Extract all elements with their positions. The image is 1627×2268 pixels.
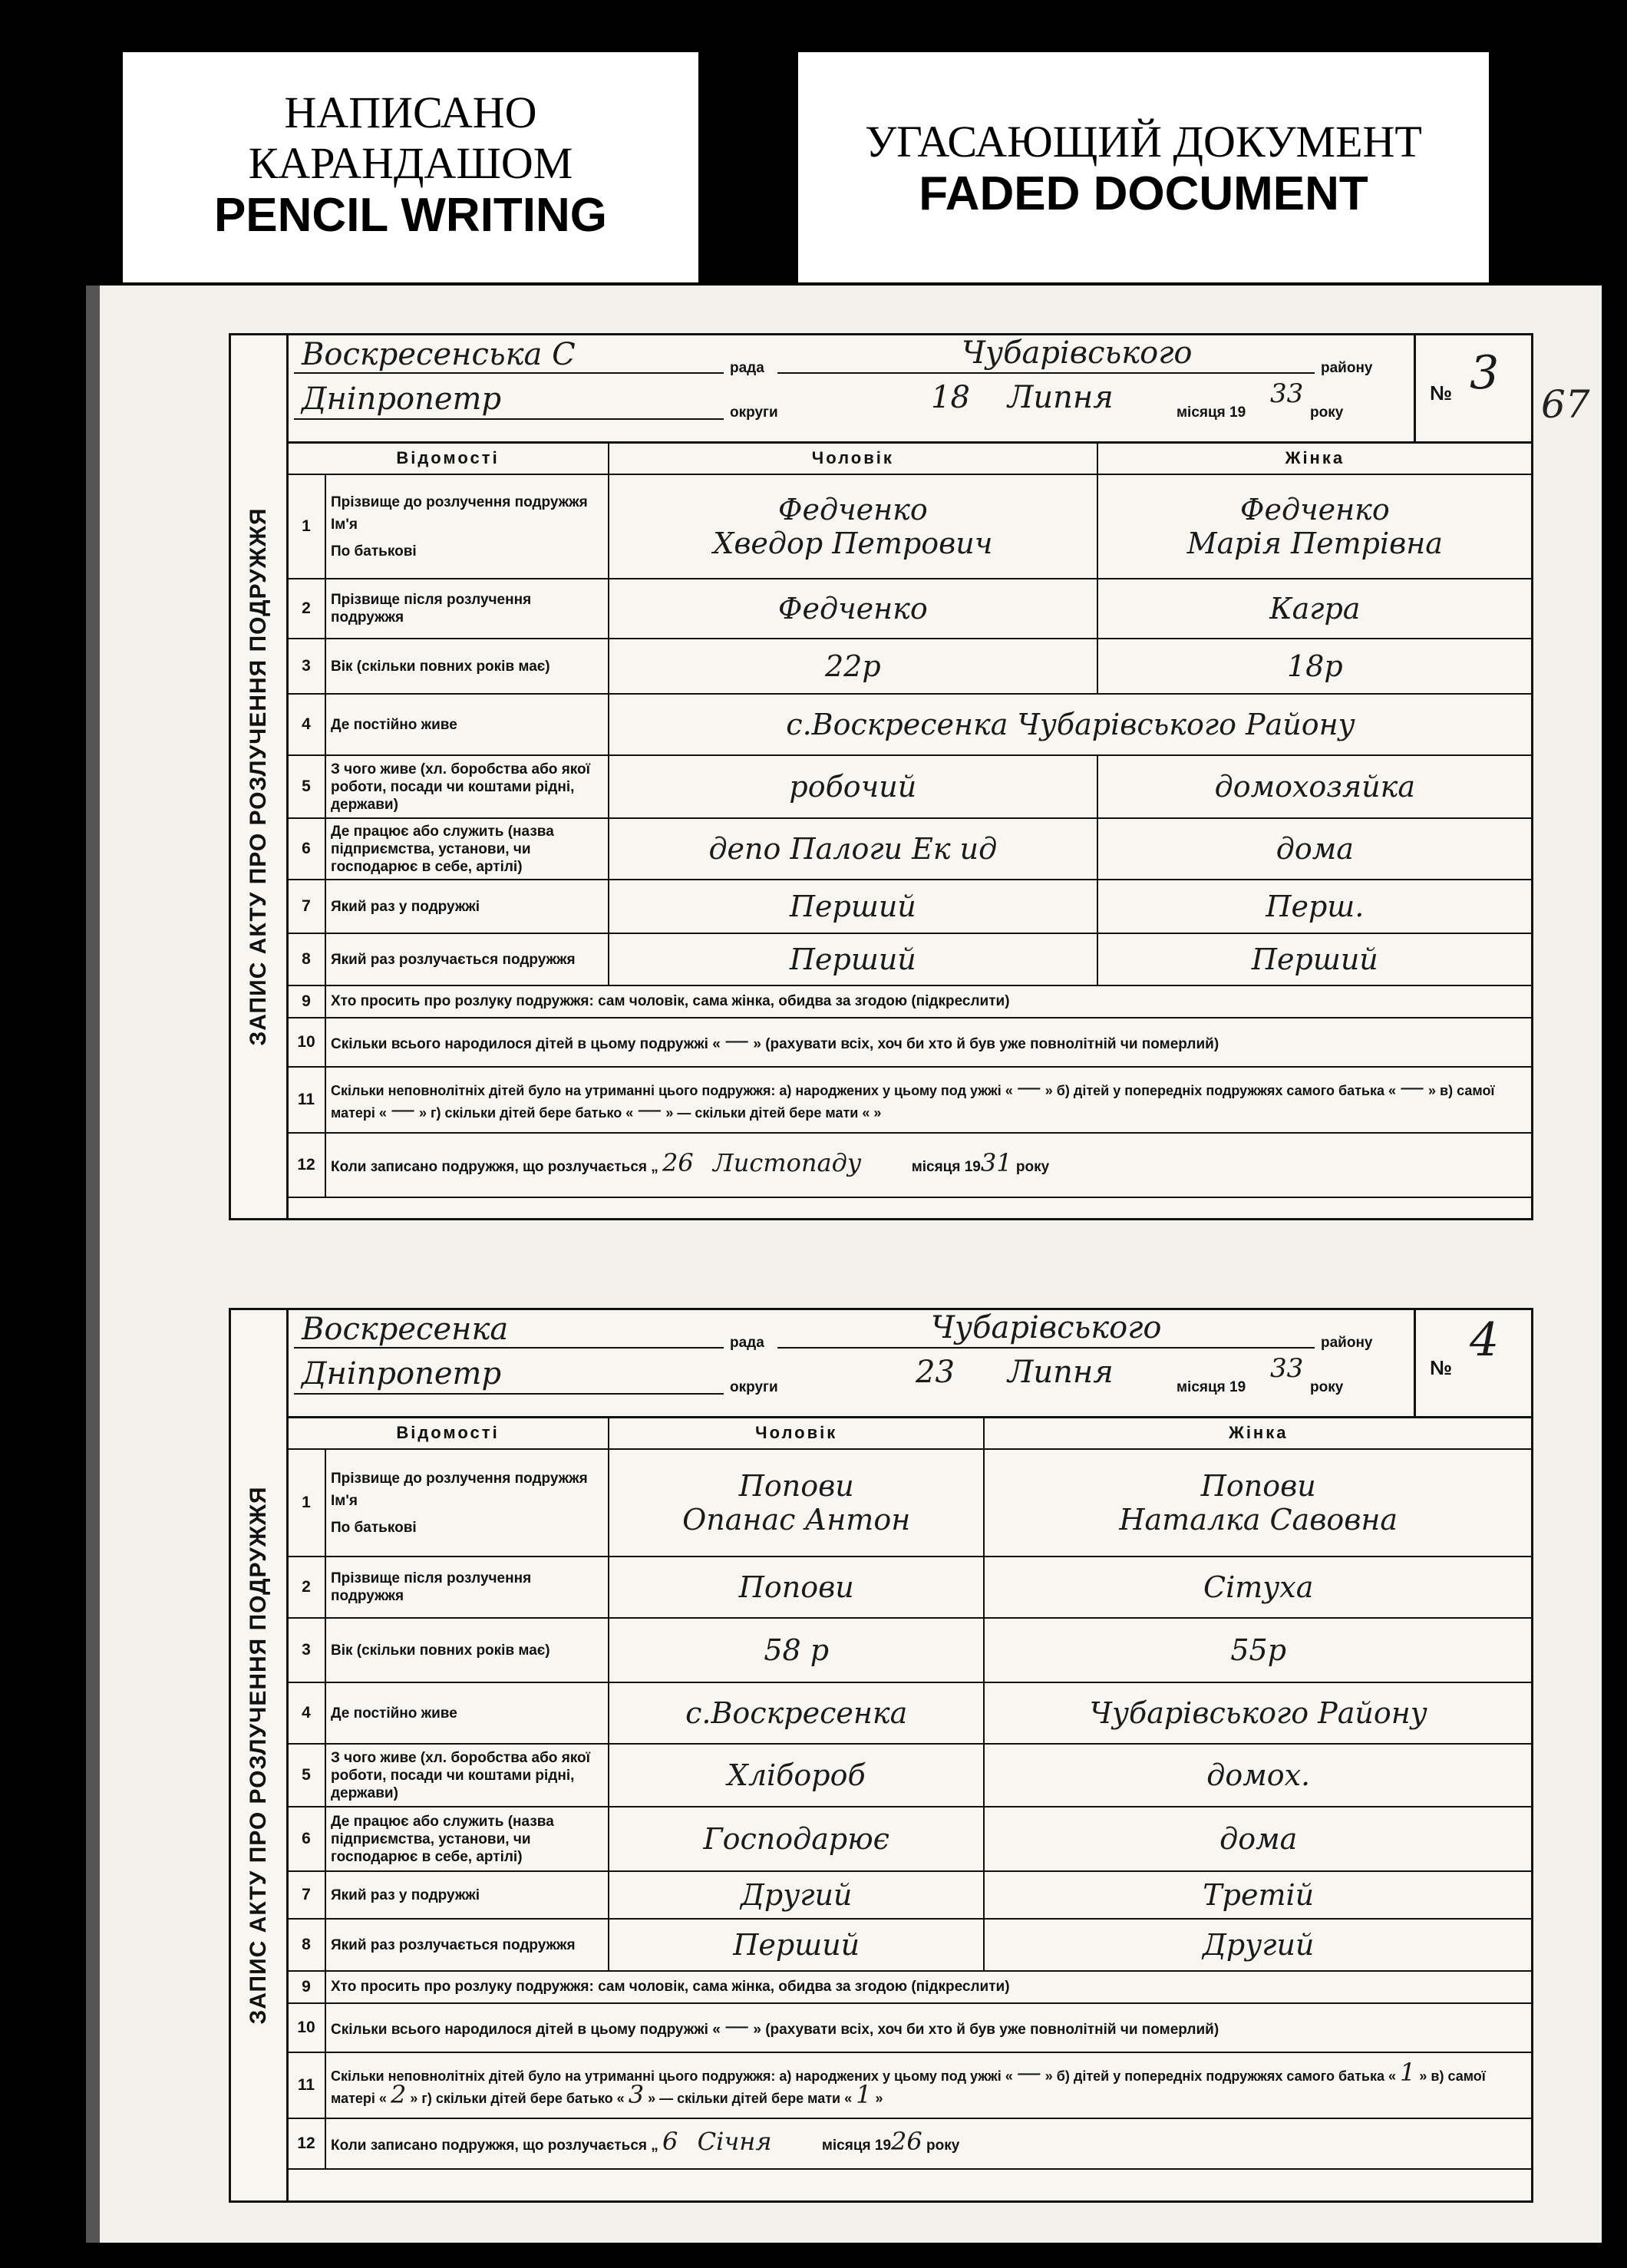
husband-livelihood: робочий [609,755,1097,818]
row-number: 1 [287,474,325,579]
month-value: Липня [1008,1355,1114,1390]
wife-name: Федченко Марія Петрівна [1097,474,1533,579]
question-names: Прізвище до розлучення подружжя Ім'я По батькові [325,474,609,579]
okrugy-label: округи [730,404,778,421]
wife-surname-after: Сітуха [984,1557,1533,1618]
pencil-writing-label [123,52,698,282]
question-livelihood: З чого живе (хл. боробства або якої роботи, посади чи коштами рідні, держави) [325,1744,609,1807]
rada-value: Воскресенка [302,1312,509,1347]
col-info: Відомості [287,442,609,474]
row-number: 7 [287,1871,325,1919]
row-number: 9 [287,1971,325,2003]
record-number: 3 [1470,346,1500,400]
wife-residence: Чубарівського Району [984,1682,1533,1744]
roku-label: року [1310,404,1344,421]
question-age: Вік (скільки повних років має) [325,639,609,694]
okruga-value: Дніпропетр [302,1356,502,1392]
document-sheet [86,286,1602,2243]
day-value: 23 [916,1355,955,1390]
row-number: 10 [287,1018,325,1067]
question-children-total: Скільки всього народилося дітей в цьому подружжі « — » (рахувати всіх, хоч би хто й був уже повнолітній чи померлий) [325,1018,1533,1067]
husband-surname-after: Федченко [609,579,1097,639]
husband-livelihood: Хлібороб [609,1744,984,1807]
question-marriage-num: Який раз у подружжі [325,880,609,933]
misyatsya-label: місяця 19 [1177,1379,1246,1395]
row-number: 4 [287,694,325,755]
okruga-value: Дніпропетр [302,381,502,417]
form-header [286,1310,1531,1418]
question-names: Прізвище до розлучення подружжя Ім'я По батькові [325,1449,609,1557]
wife-divorce-num: Перший [1097,933,1533,985]
rada-label: рада [730,360,764,376]
divorce-record-form-1 [229,333,1533,1220]
rayonu-label: району [1321,360,1373,376]
question-marriage-num: Який раз у подружжі [325,1871,609,1919]
question-livelihood: З чого живе (хл. боробства або якої роботи, посади чи коштами рідні, держави) [325,755,609,818]
husband-marriage-num: Перший [609,880,1097,933]
record-number-box [1414,1310,1531,1416]
husband-workplace: депо Палоги Ек ид [609,818,1097,880]
question-who-requests: Хто просить про розлуку подружжя: сам чоловік, сама жінка, обидва за згодою (підкреслити) [325,1971,1533,2003]
label-ru-line1: НАПИСАНО [284,87,537,137]
row-number: 11 [287,1067,325,1133]
question-children-total: Скільки всього народилося дітей в цьому подружжі « — » (рахувати всіх, хоч би хто й був уже повнолітній чи померлий) [325,2003,1533,2052]
question-who-requests: Хто просить про розлуку подружжя: сам чоловік, сама жінка, обидва за згодою (підкреслити) [325,985,1533,1018]
row-number: 5 [287,755,325,818]
row-number: 5 [287,1744,325,1807]
question-workplace: Де працює або служить (назва підприємства, установи, чи господарює в себе, артілі) [325,1807,609,1871]
residence: с.Воскресенка Чубарівського Району [609,694,1533,755]
wife-age: 55р [984,1618,1533,1682]
question-residence: Де постійно живе [325,694,609,755]
row-number: 2 [287,1557,325,1618]
husband-age: 22р [609,639,1097,694]
number-label: № [1430,1356,1452,1379]
day-value: 18 [931,380,970,415]
col-husband: Чоловік [609,1417,984,1449]
row-number: 2 [287,579,325,639]
wife-name: Попови Наталка Савовна [984,1449,1533,1557]
rada-value: Воскресенська С [302,337,576,372]
form-side-title: ЗАПИС АКТУ ПРО РОЗЛУЧЕННЯ ПОДРУЖЖЯ [231,335,289,1218]
wife-livelihood: домох. [984,1744,1533,1807]
husband-divorce-num: Перший [609,1919,984,1971]
col-wife: Жінка [1097,442,1533,474]
wife-marriage-num: Перш. [1097,880,1533,933]
question-minor-children: Скільки неповнолітніх дітей було на утриманні цього подружжя: а) народжених у цьому под ужжі « — » б) дітей у попередніх подружжях самого батька « 1 » в) самої матері « 2 » г) скільки дітей бере батько « 3 » — скільки дітей бере мати « 1 » [325,2052,1533,2118]
fill-line [294,1393,724,1395]
fill-line [294,372,724,374]
row-number: 10 [287,2003,325,2052]
row-number: 11 [287,2052,325,2118]
question-marriage-date: Коли записано подружжя, що розлучається „ 26 Листопаду місяця 1931 року [325,1133,1533,1197]
row-number: 8 [287,933,325,985]
question-residence: Де постійно живе [325,1682,609,1744]
fill-line [777,1347,1315,1349]
divorce-record-form-2 [229,1308,1533,2203]
fill-line [294,1347,724,1349]
rayon-value: Чубарівського [931,1310,1162,1345]
row-number: 7 [287,880,325,933]
col-husband: Чоловік [609,442,1097,474]
question-divorce-num: Який раз розлучається подружжя [325,1919,609,1971]
label-ru-line2: КАРАНДАШОМ [248,138,573,188]
year-value: 33 [1270,1353,1304,1384]
question-divorce-num: Який раз розлучається подружжя [325,933,609,985]
question-surname-after: Прізвище після розлучення подружжя [325,579,609,639]
husband-surname-after: Попови [609,1557,984,1618]
rayonu-label: району [1321,1335,1373,1351]
number-label: № [1430,381,1452,404]
rada-label: рада [730,1335,764,1351]
okrugy-label: округи [730,1379,778,1395]
col-wife: Жінка [984,1417,1533,1449]
wife-age: 18р [1097,639,1533,694]
row-number: 8 [287,1919,325,1971]
row-number: 4 [287,1682,325,1744]
faded-document-label [798,52,1489,282]
fill-line [294,418,724,420]
label-en: FADED DOCUMENT [919,167,1368,220]
misyatsya-label: місяця 19 [1177,404,1246,421]
question-marriage-date: Коли записано подружжя, що розлучається „ 6 Січня місяця 1926 року [325,2118,1533,2169]
row-number: 3 [287,639,325,694]
record-number-box [1414,335,1531,441]
question-surname-after: Прізвище після розлучення подружжя [325,1557,609,1618]
record-number: 4 [1470,1313,1500,1367]
husband-divorce-num: Перший [609,933,1097,985]
label-ru: УГАСАЮЩИЙ ДОКУМЕНТ [865,117,1422,167]
rayon-value: Чубарівського [962,335,1193,371]
fill-line [777,372,1315,374]
wife-workplace: дома [984,1807,1533,1871]
label-en: PENCIL WRITING [213,189,608,242]
month-value: Липня [1008,380,1114,415]
question-minor-children: Скільки неповнолітніх дітей було на утриманні цього подружжя: а) народжених у цьому под ужжі « — » б) дітей у попередніх подружжях самого батька « — » в) самої матері « — » г) скільки дітей бере батько « — » — скільки дітей бере мати « » [325,1067,1533,1133]
husband-marriage-num: Другий [609,1871,984,1919]
row-number: 3 [287,1618,325,1682]
husband-residence: с.Воскресенка [609,1682,984,1744]
record-table [286,441,1533,1198]
row-number: 6 [287,818,325,880]
husband-age: 58 р [609,1618,984,1682]
col-info: Відомості [287,1417,609,1449]
wife-surname-after: Кагра [1097,579,1533,639]
husband-name: Попови Опанас Антон [609,1449,984,1557]
wife-livelihood: домохозяйка [1097,755,1533,818]
question-workplace: Де працює або служить (назва підприємства, установи, чи господарює в себе, артілі) [325,818,609,880]
row-number: 12 [287,2118,325,2169]
page-number: 67 [1541,382,1590,427]
husband-name: Федченко Хведор Петрович [609,474,1097,579]
row-number: 12 [287,1133,325,1197]
wife-divorce-num: Другий [984,1919,1533,1971]
row-number: 6 [287,1807,325,1871]
wife-workplace: дома [1097,818,1533,880]
record-table [286,1416,1533,2170]
year-value: 33 [1270,378,1304,409]
form-side-title: ЗАПИС АКТУ ПРО РОЗЛУЧЕННЯ ПОДРУЖЖЯ [231,1310,289,2200]
row-number: 9 [287,985,325,1018]
row-number: 1 [287,1449,325,1557]
roku-label: року [1310,1379,1344,1395]
form-header [286,335,1531,444]
question-age: Вік (скільки повних років має) [325,1618,609,1682]
husband-workplace: Господарює [609,1807,984,1871]
wife-marriage-num: Третій [984,1871,1533,1919]
